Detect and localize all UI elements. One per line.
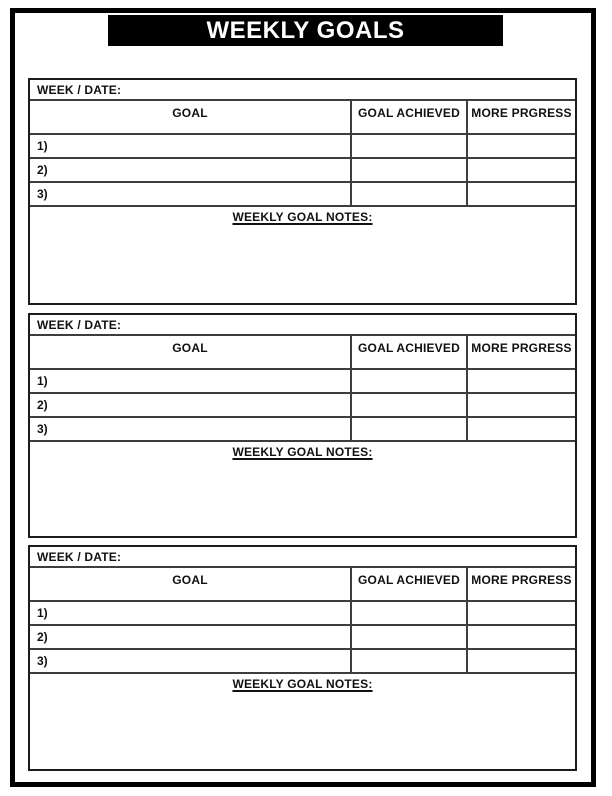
goal-input-cell[interactable] (30, 394, 352, 416)
column-header-goal-achieved: GOAL ACHIEVED (352, 336, 468, 368)
more-progress-cell[interactable] (468, 183, 575, 205)
more-progress-cell[interactable] (468, 602, 575, 624)
goal-row-number: 2) (37, 630, 48, 644)
more-progress-cell[interactable] (468, 135, 575, 157)
goal-row-number: 2) (37, 163, 48, 177)
weekly-notes-area[interactable] (30, 207, 575, 303)
goal-input-cell[interactable] (30, 602, 352, 624)
weekly-notes-area[interactable] (30, 442, 575, 536)
weekly-goal-section-3 (28, 545, 577, 771)
goal-input-cell[interactable] (30, 650, 352, 672)
goal-row-1 (30, 602, 575, 626)
weekly-notes-title: WEEKLY GOAL NOTES: (232, 677, 373, 691)
column-header-goal: GOAL (30, 101, 352, 133)
goal-row-number: 1) (37, 374, 48, 388)
more-progress-cell[interactable] (468, 394, 575, 416)
goal-achieved-cell[interactable] (352, 394, 468, 416)
goal-row-2 (30, 394, 575, 418)
week-date-row[interactable] (30, 547, 575, 568)
goal-achieved-cell[interactable] (352, 650, 468, 672)
goal-input-cell[interactable] (30, 183, 352, 205)
column-header-more-progress: MORE PRGRESS (471, 106, 572, 120)
more-progress-cell[interactable] (468, 418, 575, 440)
goal-input-cell[interactable] (30, 418, 352, 440)
table-header-row (30, 336, 575, 370)
goal-row-3 (30, 183, 575, 207)
goal-row-2 (30, 626, 575, 650)
more-progress-cell[interactable] (468, 650, 575, 672)
weekly-notes-title: WEEKLY GOAL NOTES: (232, 210, 373, 224)
goal-row-number: 1) (37, 606, 48, 620)
goal-row-number: 3) (37, 654, 48, 668)
column-header-goal: GOAL (30, 336, 352, 368)
column-header-goal-achieved: GOAL ACHIEVED (352, 568, 468, 600)
goal-row-2 (30, 159, 575, 183)
week-date-row[interactable] (30, 80, 575, 101)
goal-achieved-cell[interactable] (352, 370, 468, 392)
goal-achieved-cell[interactable] (352, 418, 468, 440)
goal-input-cell[interactable] (30, 370, 352, 392)
title-bar (108, 15, 503, 46)
goal-row-number: 1) (37, 139, 48, 153)
table-header-row (30, 568, 575, 602)
week-date-row[interactable] (30, 315, 575, 336)
goal-achieved-cell[interactable] (352, 602, 468, 624)
week-date-label: WEEK / DATE: (37, 549, 122, 564)
column-header-goal: GOAL (30, 568, 352, 600)
goal-input-cell[interactable] (30, 159, 352, 181)
weekly-goal-section-1 (28, 78, 577, 305)
goal-achieved-cell[interactable] (352, 159, 468, 181)
goal-achieved-cell[interactable] (352, 183, 468, 205)
goal-row-1 (30, 135, 575, 159)
goal-row-3 (30, 418, 575, 442)
more-progress-cell[interactable] (468, 159, 575, 181)
table-header-row (30, 101, 575, 135)
more-progress-cell[interactable] (468, 626, 575, 648)
goal-row-number: 3) (37, 187, 48, 201)
goal-row-3 (30, 650, 575, 674)
column-header-goal-achieved: GOAL ACHIEVED (352, 101, 468, 133)
more-progress-cell[interactable] (468, 370, 575, 392)
goal-achieved-cell[interactable] (352, 626, 468, 648)
weekly-goal-section-2 (28, 313, 577, 538)
goal-input-cell[interactable] (30, 626, 352, 648)
page-title: WEEKLY GOALS (206, 16, 405, 44)
column-header-more-progress: MORE PRGRESS (471, 573, 572, 587)
weekly-notes-area[interactable] (30, 674, 575, 769)
weekly-notes-title: WEEKLY GOAL NOTES: (232, 445, 373, 459)
goal-row-number: 3) (37, 422, 48, 436)
column-header-more-progress: MORE PRGRESS (471, 341, 572, 355)
goal-input-cell[interactable] (30, 135, 352, 157)
goal-row-1 (30, 370, 575, 394)
week-date-label: WEEK / DATE: (37, 317, 122, 332)
week-date-label: WEEK / DATE: (37, 82, 122, 97)
goal-achieved-cell[interactable] (352, 135, 468, 157)
goal-row-number: 2) (37, 398, 48, 412)
